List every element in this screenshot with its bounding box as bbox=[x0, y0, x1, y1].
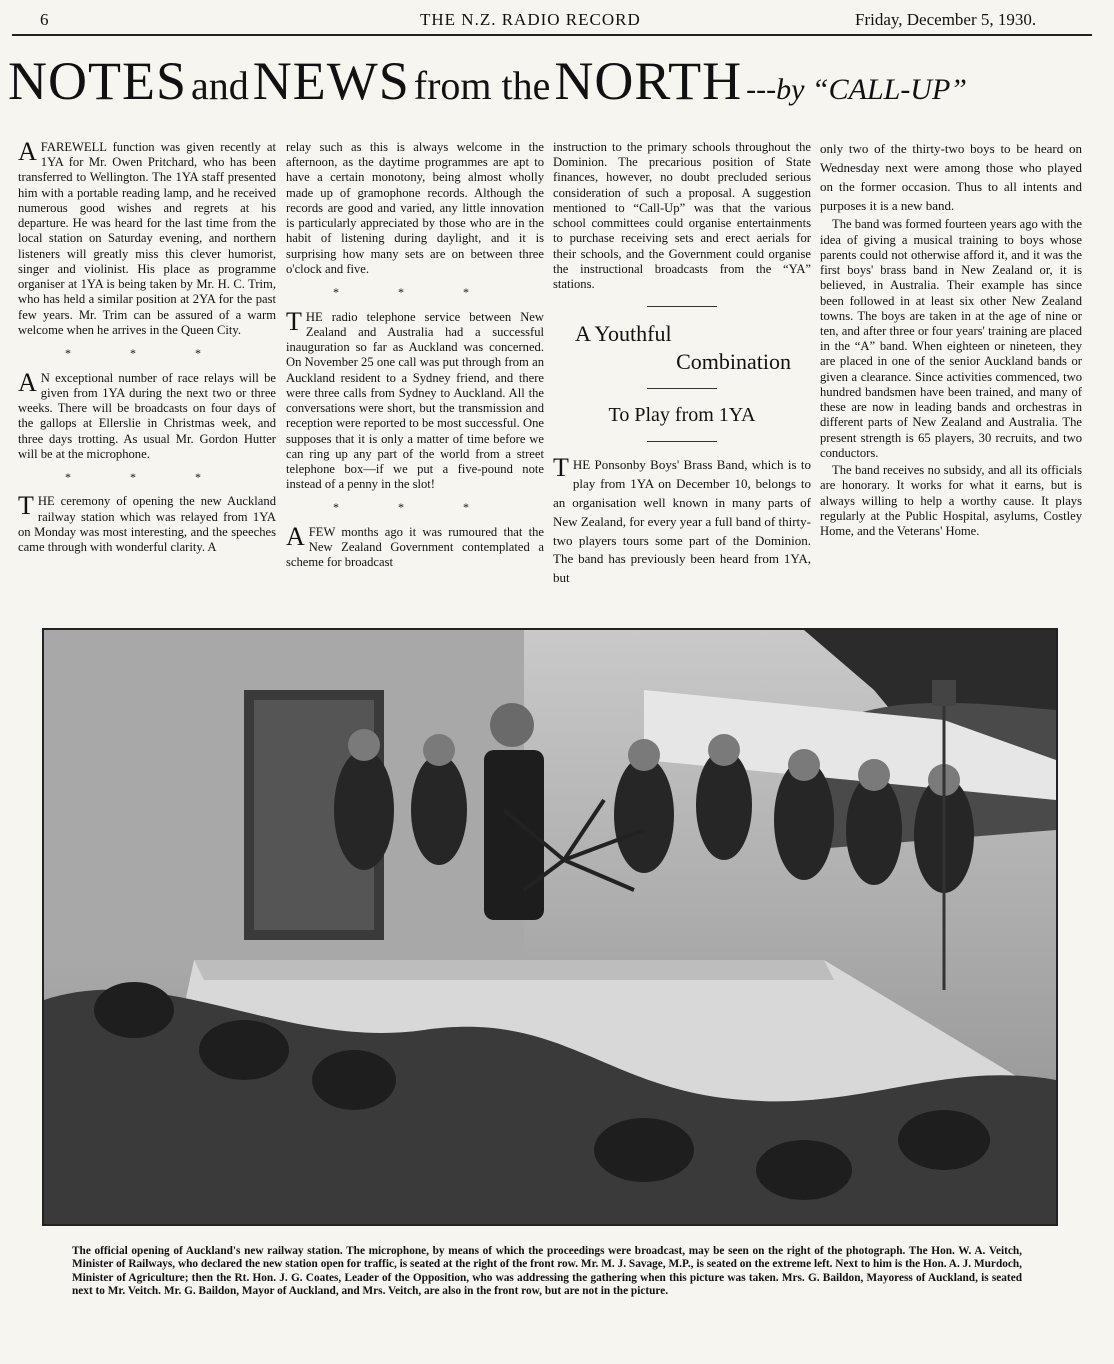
headline-north: NORTH bbox=[554, 51, 743, 111]
header-rule bbox=[12, 34, 1092, 36]
issue-date: Friday, December 5, 1930. bbox=[855, 10, 1037, 29]
drop-cap: T bbox=[286, 306, 302, 336]
headline-and: and bbox=[191, 63, 249, 108]
photo-caption: The official opening of Auckland's new railway station. The microphone, by means of which the proceedings were broadcast, may be seen on the right of the photograph. The Hon. W. A. Veitch, Minister of Railways, who declared the new station open for traffic, is seated at the right of the front row. Mr. M. J. Savage, M.P., is seated on the extreme left. Next to him is the Hon. A. J. Murdoch, Minister of Agriculture; then the Rt. Hon. J. G. Coates, Leader of the Opposition, who was addressing the gathering when this picture was taken. Mrs. G. Baildon, Mayoress of Auckland, is seated next to Mr. Veitch. Mr. G. Baildon, Mayor of Auckland, and Mrs. Veitch, are also in the front row, but are not in the picture. bbox=[72, 1245, 1022, 1297]
paragraph-railway-opening: THE ceremony of opening the new Auckland railway station which was relayed from 1YA on Monday was most interesting, and the speeches came through with wonderful clarity. A bbox=[18, 491, 276, 555]
paragraph-radio-telephone: THE radio telephone service between New Zealand and Australia had a successful inauguration so far as Auckland was concerned. On November 25 one call was put through from an Auckland resident to a Sydney friend, and there were three calls from Sydney to Auckland. All the conversations were short, but the transmission and reception were reported to be most successful. One supposes that it is only a matter of time before we can ring up any part of the world from a street telephone box—if we put a five-pound note instead of a penny in the slot! bbox=[286, 306, 544, 492]
paragraph-farewell: AFAREWELL function was given recently at 1YA for Mr. Owen Pritchard, who has been transferred to Wellington. The 1YA staff presented him with a portable reading lamp, and he received numerous good wishes and regrets at his departure. He was heard for the last time from the local station on Saturday evening, and northern listeners will greatly miss this clever humorist, singer and violinist. His place as programme organiser at 1YA is being taken by Mr. H. C. Trim, who has held a similar position at 2YA for the past few years. Mr. Trim can be assured of a warm welcome when he arrives in the Queen City. bbox=[18, 137, 276, 337]
paragraph-instruction: instruction to the primary schools throughout the Dominion. The precarious position of State finances, however, no doubt precluded serious consideration of such a proposal. A suggestion mentioned to “Call-Up” was that the various school committees could organise entertainments to purchase receiving sets and erect aerials for their schools, and the Government could organise the instructional broadcasts from the “YA” stations. bbox=[553, 140, 811, 292]
headline-news: NEWS bbox=[252, 51, 410, 111]
subhead-to-play: To Play from 1YA bbox=[608, 403, 756, 426]
subhead-rule bbox=[647, 441, 717, 442]
page-headline bbox=[8, 50, 1108, 120]
drop-cap: A bbox=[18, 137, 37, 166]
drop-cap: T bbox=[553, 453, 569, 483]
drop-cap: T bbox=[18, 491, 34, 521]
paragraph-band-history: The band was formed fourteen years ago with the idea of giving a musical training to boys whose parents could not otherwise afford it, and it was the first boys' brass band in New Zealand or, it is believed, in Australia. Their example has since been followed in at least six other New Zealand towns. The boys are taken in at the age of nine or ten, and after three or four years' training are placed in the “A” band. When eighteen or nineteen, they are placed in one of the senior Auckland bands or given a clearance. Since activities commenced, two hundred bandsmen have been trained, and many of these are now in leading bands and orchestras in different parts of New Zealand and Australia. The present strength is 65 players, 30 recruits, and two conductors. bbox=[820, 217, 1082, 460]
headline-byline: ---by “CALL-UP” bbox=[746, 73, 967, 106]
drop-cap: A bbox=[18, 367, 37, 397]
column-4 bbox=[820, 140, 1082, 541]
masthead: THE N.Z. RADIO RECORD bbox=[420, 10, 641, 29]
railway-station-photo bbox=[42, 628, 1058, 1226]
page-number: 6 bbox=[40, 10, 49, 29]
section-separator: * * * bbox=[65, 346, 229, 361]
subhead-rule bbox=[647, 388, 717, 389]
photo-illustration bbox=[44, 630, 1056, 1224]
section-separator: * * * bbox=[333, 285, 497, 300]
paragraph-race-relays: A N exceptional number of race relays will be given from 1YA during the next two or three weeks. There will be broadcasts on four days of the gallops at Ellerslie in Christmas week, and three days trotting. As usual Mr. Gordon Hutter will be at the microphone. bbox=[18, 367, 276, 461]
page-header bbox=[0, 10, 1114, 34]
paragraph-relay-continued: relay such as this is always welcome in the afternoon, as the daytime programmes are apt to have a certain monotony, being almost wholly made up of gramophone records. Although the records are good and varied, any little innovation is particularly appreciated by those who are in the habit of listening during daylight, and it is surprising how many sets are on between three o'clock and five. bbox=[286, 140, 544, 276]
paragraph-band-new: only two of the thirty-two boys to be heard on Wednesday next were among those who played on the former occasion. Thus to all intents and purposes it is a new band. bbox=[820, 141, 1082, 213]
paragraph-band-subsidy: The band receives no subsidy, and all its officials are honorary. It works for what it earns, but is always willing to help a worthy cause. It plays regularly at the Public Hospital, asylums, Costley Home, and the Veterans' Home. bbox=[820, 463, 1082, 539]
section-separator: * * * bbox=[65, 469, 229, 484]
subhead-combination: Combination bbox=[676, 348, 791, 374]
headline-notes: NOTES bbox=[8, 51, 187, 111]
section-separator: * * * bbox=[333, 500, 497, 515]
drop-cap: A bbox=[286, 521, 305, 551]
column-3 bbox=[553, 140, 811, 590]
paragraph-schools-broadcast: AFEW months ago it was rumoured that the New Zealand Government contemplated a scheme for broadcast bbox=[286, 521, 544, 570]
subhead-youthful: A Youthful bbox=[575, 321, 672, 347]
subhead-rule bbox=[647, 306, 717, 307]
column-1 bbox=[18, 137, 276, 557]
column-2 bbox=[286, 140, 544, 573]
paragraph-ponsonby-band: THE Ponsonby Boys' Brass Band, which is to play from 1YA on December 10, belongs to an organisation well known in many parts of New Zealand, for every year a full band of thirty-two players tours some part of the Dominion. The band has previously been heard from 1YA, but bbox=[553, 453, 811, 586]
headline-from-the: from the bbox=[413, 63, 551, 108]
